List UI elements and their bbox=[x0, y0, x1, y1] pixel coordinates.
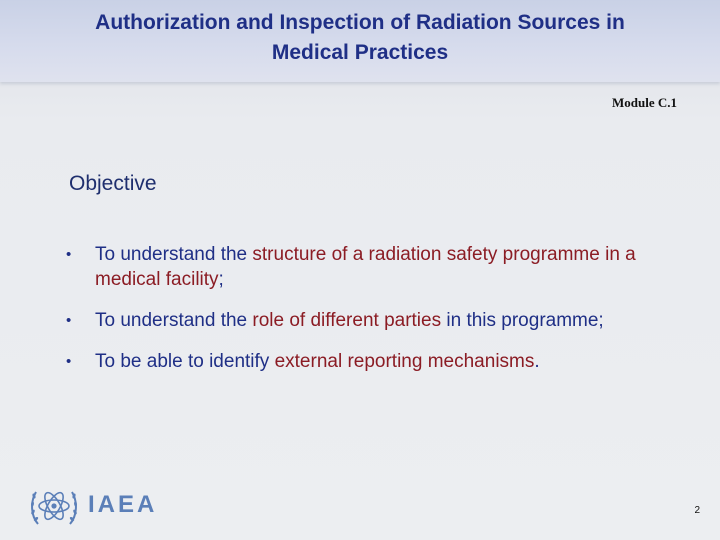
bullet-marker: • bbox=[66, 312, 72, 329]
bullet-text: To understand the bbox=[95, 244, 253, 265]
header-band bbox=[0, 0, 720, 82]
bullet-text: To be able to identify bbox=[95, 351, 275, 372]
bullet-highlight: external reporting mechanisms bbox=[274, 351, 535, 372]
logo-text: IAEA bbox=[88, 491, 158, 518]
iaea-logo bbox=[28, 482, 158, 530]
slide-title-line-2: Medical Practices bbox=[271, 41, 449, 64]
bullet-text-end: . bbox=[534, 351, 540, 372]
bullet-text-end: in this programme; bbox=[441, 310, 604, 331]
bullet-text-end: ; bbox=[218, 269, 224, 290]
objective-list bbox=[62, 242, 662, 390]
section-heading: Objective bbox=[69, 172, 157, 195]
list-item bbox=[62, 308, 662, 333]
bullet-highlight: role of different parties bbox=[252, 310, 442, 331]
bullet-marker: • bbox=[66, 353, 72, 370]
iaea-emblem-icon bbox=[28, 482, 80, 530]
page-number: 2 bbox=[694, 505, 700, 516]
bullet-marker: • bbox=[66, 246, 72, 263]
bullet-text: To understand the bbox=[95, 310, 253, 331]
module-label: Module C.1 bbox=[612, 95, 677, 110]
list-item bbox=[62, 349, 662, 374]
list-item bbox=[62, 242, 662, 292]
slide-title bbox=[20, 8, 700, 68]
bullet-highlight: structure of a radiation safety programme in a medical facility bbox=[95, 244, 636, 290]
slide-title-line-1: Authorization and Inspection of Radiation Sources in bbox=[95, 11, 625, 34]
